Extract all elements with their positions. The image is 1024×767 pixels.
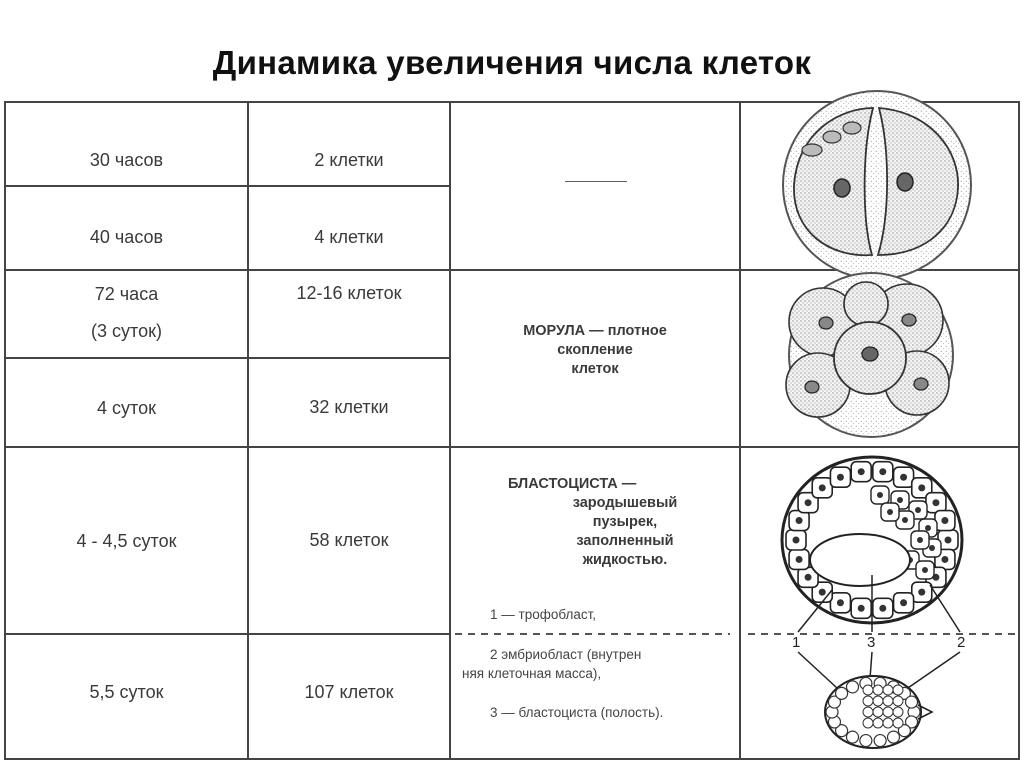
legend-item-1: 1 — трофобласт,: [490, 607, 597, 622]
small-embryoblast-cell: [893, 685, 903, 695]
row-2-time: 40 часов: [89, 227, 164, 247]
small-embryoblast-cell: [893, 718, 903, 728]
small-embryoblast-cell: [873, 696, 883, 706]
small-trophoblast-cell: [836, 687, 848, 699]
cell-nucleus: [900, 599, 907, 606]
blastocyst-line-1: БЛАСТОЦИСТА —: [508, 476, 637, 492]
cell-nucleus: [902, 517, 908, 523]
cell-nucleus: [915, 507, 921, 513]
small-embryoblast-cell: [863, 696, 873, 706]
small-embryoblast-cell: [863, 707, 873, 717]
row-1-cells: 2 клетки: [314, 150, 384, 170]
cell-nucleus: [805, 499, 812, 506]
row-1-time: 30 часов: [89, 150, 164, 170]
small-trophoblast-cell: [847, 731, 859, 743]
cell-nucleus: [900, 474, 907, 481]
cell-nucleus: [819, 484, 826, 491]
small-embryoblast-cell: [893, 696, 903, 706]
small-embryoblast-cell: [873, 707, 883, 717]
row-3-cells: 12-16 клеток: [296, 283, 402, 303]
small-embryoblast-cell: [883, 718, 893, 728]
cell-nucleus: [879, 468, 886, 475]
small-embryoblast-cell: [883, 707, 893, 717]
cell-nucleus: [793, 537, 800, 544]
blastocyst-cavity: [810, 534, 910, 586]
pointer-label-1: 1: [792, 634, 801, 651]
cell-nucleus: [917, 537, 923, 543]
cell-nucleus: [897, 497, 903, 503]
cell-nucleus: [929, 545, 935, 551]
page-title: Динамика увеличения числа клеток: [212, 44, 812, 81]
blastocyst-line-3: пузырек,: [592, 514, 658, 530]
cell-nucleus: [796, 556, 803, 563]
blastocyst-line-2: зародышевый: [572, 495, 678, 511]
small-trophoblast-cell: [906, 696, 918, 708]
cell-nucleus: [918, 484, 925, 491]
cell-nucleus: [837, 474, 844, 481]
small-trophoblast-cell: [874, 735, 886, 747]
cell-nucleus: [819, 589, 826, 596]
cell-nucleus: [796, 517, 803, 524]
cell-nucleus: [887, 509, 893, 515]
cell-nucleus: [941, 556, 948, 563]
pointer-label-2: 2: [957, 634, 966, 651]
legend-item-3: 3 — бластоциста (полость).: [490, 705, 664, 720]
small-trophoblast-cell: [888, 731, 900, 743]
row-3-time-line1: 72 часа: [94, 284, 159, 304]
morula-line-2: скопление: [557, 342, 633, 358]
small-embryoblast-cell: [863, 718, 873, 728]
small-embryoblast-cell: [863, 685, 873, 695]
pointer-label-3: 3: [867, 634, 876, 651]
legend-item-2b: няя клеточная масса),: [462, 666, 602, 681]
morula-line-3: клеток: [571, 361, 619, 377]
cell-nucleus: [805, 574, 812, 581]
row-4-cells: 32 клетки: [309, 397, 389, 417]
morula-line-1: МОРУЛА — плотное: [523, 323, 667, 339]
blastocyst-line-5: жидкостью.: [582, 552, 668, 568]
row-5-cells: 58 клеток: [309, 530, 389, 550]
two-cell-stage-drawing: [783, 91, 971, 279]
row-3-time-line2: (3 суток): [91, 321, 162, 341]
cell-nucleus: [941, 517, 948, 524]
row-2-cells: 4 клетки: [314, 227, 384, 247]
cell-nucleus: [858, 468, 865, 475]
small-trophoblast-cell: [860, 735, 872, 747]
cell-nucleus: [877, 492, 883, 498]
cell-nucleus: [922, 567, 928, 573]
cell-nucleus: [879, 605, 886, 612]
row-6-time: 5,5 суток: [89, 682, 164, 702]
cell-nucleus: [858, 605, 865, 612]
row-4-time: 4 суток: [97, 398, 156, 418]
small-embryoblast-cell: [893, 707, 903, 717]
small-embryoblast-cell: [873, 718, 883, 728]
small-embryoblast-cell: [883, 685, 893, 695]
row-5-time: 4 - 4,5 суток: [76, 531, 177, 551]
small-embryoblast-cell: [883, 696, 893, 706]
row-6-cells: 107 клеток: [304, 682, 394, 702]
cell-nucleus: [925, 525, 931, 531]
small-trophoblast-cell: [847, 681, 859, 693]
cell-nucleus: [945, 537, 952, 544]
small-blastocyst-drawing: [825, 676, 932, 748]
legend-item-2a: 2 эмбриобласт (внутрен: [490, 647, 642, 662]
morula-drawing: [786, 273, 953, 437]
stage-empty-dash: —————: [565, 172, 625, 188]
cell-nucleus: [837, 599, 844, 606]
cell-nucleus: [918, 589, 925, 596]
cell-nucleus: [932, 499, 939, 506]
small-embryoblast-cell: [873, 685, 883, 695]
blastocyst-line-4: заполненный: [576, 533, 674, 549]
